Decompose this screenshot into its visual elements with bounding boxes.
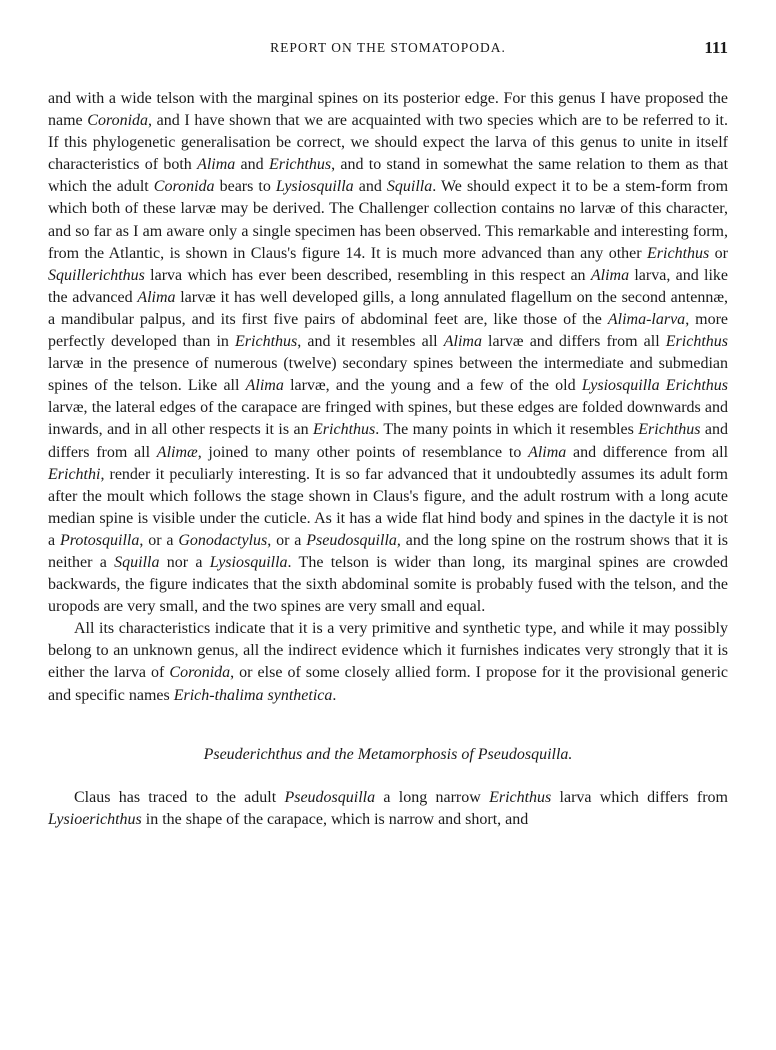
- italic-term: Alima-larva: [607, 310, 686, 328]
- text-run: larvæ, and the young and a few of the old: [283, 377, 582, 395]
- italic-term: Erichthus: [638, 421, 701, 439]
- paragraph-1: [48, 88, 728, 618]
- italic-term: Coronida: [169, 664, 231, 682]
- italic-term: Alima: [245, 377, 284, 395]
- text-run: larvæ in the presence of numerous (twelve) secondary spines between the intermediate and submedian spines of the telson. Like all: [48, 355, 728, 395]
- text-run: , and to stand in somewhat the same relation to them as that which the adult: [48, 156, 729, 196]
- text-run: .: [332, 686, 337, 704]
- italic-term: Squillerichthus: [48, 266, 145, 284]
- italic-term: Coronida: [153, 178, 215, 196]
- italic-term: Alima: [137, 288, 176, 306]
- text-run: bears to: [214, 178, 276, 196]
- paragraph-2: [48, 618, 728, 706]
- text-run: . The telson is wider than long, its marginal spines are crowded backwards, the figure indicates that the sixth abdominal somite is probably fused with the telson, and the uropods are very small, and the two spines are very small and equal.: [48, 553, 728, 616]
- italic-term: Erichthus: [235, 333, 298, 351]
- italic-term: Pseudosquilla: [284, 788, 376, 806]
- text-run: larvæ it has well developed gills, a long annulated flagellum on the second antennæ, a mandibular palpus, and its first five pairs of abdominal feet are, like those of the: [48, 288, 728, 328]
- italic-term: Erichthi: [48, 465, 101, 483]
- text-run: larvæ and differs from all: [481, 333, 666, 351]
- italic-term: Erich-thalima synthetica: [173, 686, 333, 704]
- text-run: All its characteristics indicate that it is a very primitive and synthetic type, and while it may possibly belong to an unknown genus, all the indirect evidence which it furnishes indicates very strongly that it is either the larva of: [48, 620, 728, 682]
- italic-term: Gonodactylus: [178, 531, 268, 549]
- text-run: larva which has ever been described, resembling in this respect an: [144, 266, 591, 284]
- italic-term: Lysiosquilla: [209, 553, 288, 571]
- text-run: Claus has traced to the adult: [74, 788, 285, 806]
- italic-term: Pseudosquilla: [306, 531, 397, 549]
- text-run: . The many points in which it resembles: [375, 421, 639, 439]
- text-run: larva, and like the advanced: [48, 266, 728, 306]
- italic-term: Erichthus: [489, 788, 552, 806]
- text-run: , more perfectly developed than in: [48, 310, 729, 351]
- text-run: and: [353, 178, 387, 196]
- text-run: and difference from all: [566, 443, 729, 461]
- italic-term: Erichthus: [313, 421, 376, 439]
- italic-term: Erichthus: [665, 333, 728, 351]
- italic-term: Alima: [590, 266, 630, 284]
- italic-term: Lysiosquilla: [275, 178, 354, 196]
- running-title: REPORT ON THE STOMATOPODA.: [270, 40, 506, 55]
- text-run: a long narrow: [375, 788, 490, 806]
- text-run: , and I have shown that we are acquainted with two species which are to be referred to it. If this phylogenetic generalisation be correct, we should expect the larva of this genus to unite in itself characteristics of both: [48, 112, 728, 174]
- text-run: , and the long spine on the rostrum shows that it is neither a: [48, 531, 728, 571]
- italic-term: Erichthus: [647, 244, 710, 262]
- text-run: and: [235, 156, 269, 174]
- text-run: in the shape of the carapace, which is narrow and short, and: [141, 810, 529, 828]
- text-run: larvæ, the lateral edges of the carapace are fringed with spines, but these edges are folded downwards and inwards, and in all other respects it is an: [48, 399, 728, 439]
- italic-term: Lysioerichthus: [48, 810, 142, 828]
- italic-term: Erichthus: [268, 156, 332, 174]
- italic-term: Alima: [528, 443, 567, 461]
- italic-term: Squilla: [114, 553, 160, 571]
- page-header: [48, 40, 728, 64]
- text-run: , joined to many other points of resemblance to: [197, 443, 529, 461]
- text-run: , or else of some closely allied form. I propose for it the provisional generic and specific names: [48, 664, 728, 704]
- italic-term: Protosquilla: [59, 531, 140, 549]
- text-run: larva which differs from: [551, 788, 729, 806]
- text-run: . We should expect it to be a stem-form from which both of these larvæ may be derived. The Challenger collection contains no larvæ of this character, and so far as I am aware only a single specimen has been observed. This remarkable and interesting form, from the Atlantic, is shown in Claus's figure 14. It is much more advanced than any other: [48, 178, 729, 262]
- text-run: , render it peculiarly interesting. It is so far advanced that it undoubtedly assumes its adult form after the moult which follows the stage shown in Claus's figure, and the adult rostrum with a long acute median spine is visible under the cuticle. As it has a wide flat hind body and spines in the dactyle it is not a: [48, 465, 728, 549]
- italic-term: Alimæ: [156, 443, 198, 461]
- italic-term: Alima: [443, 333, 482, 351]
- italic-term: Squilla: [386, 178, 433, 196]
- text-run: , or a: [267, 531, 307, 549]
- text-run: , or a: [139, 531, 179, 549]
- text-run: , and it resembles all: [297, 333, 444, 351]
- page-number: 111: [704, 38, 728, 57]
- italic-term: Alima: [197, 156, 236, 174]
- italic-term: Coronida: [87, 112, 149, 130]
- italic-term: Lysiosquilla Erichthus: [581, 377, 729, 395]
- section-title: Pseuderichthus and the Metamorphosis of Pseudosquilla.: [203, 745, 573, 763]
- text-run: and differs from all: [48, 421, 729, 461]
- text-run: or: [709, 244, 729, 262]
- text-run: and with a wide telson with the marginal spines on its posterior edge. For this genus I have proposed the name: [48, 90, 728, 130]
- section-paragraph-1: [48, 787, 728, 831]
- text-run: nor a: [159, 553, 210, 571]
- body-text: [48, 88, 728, 831]
